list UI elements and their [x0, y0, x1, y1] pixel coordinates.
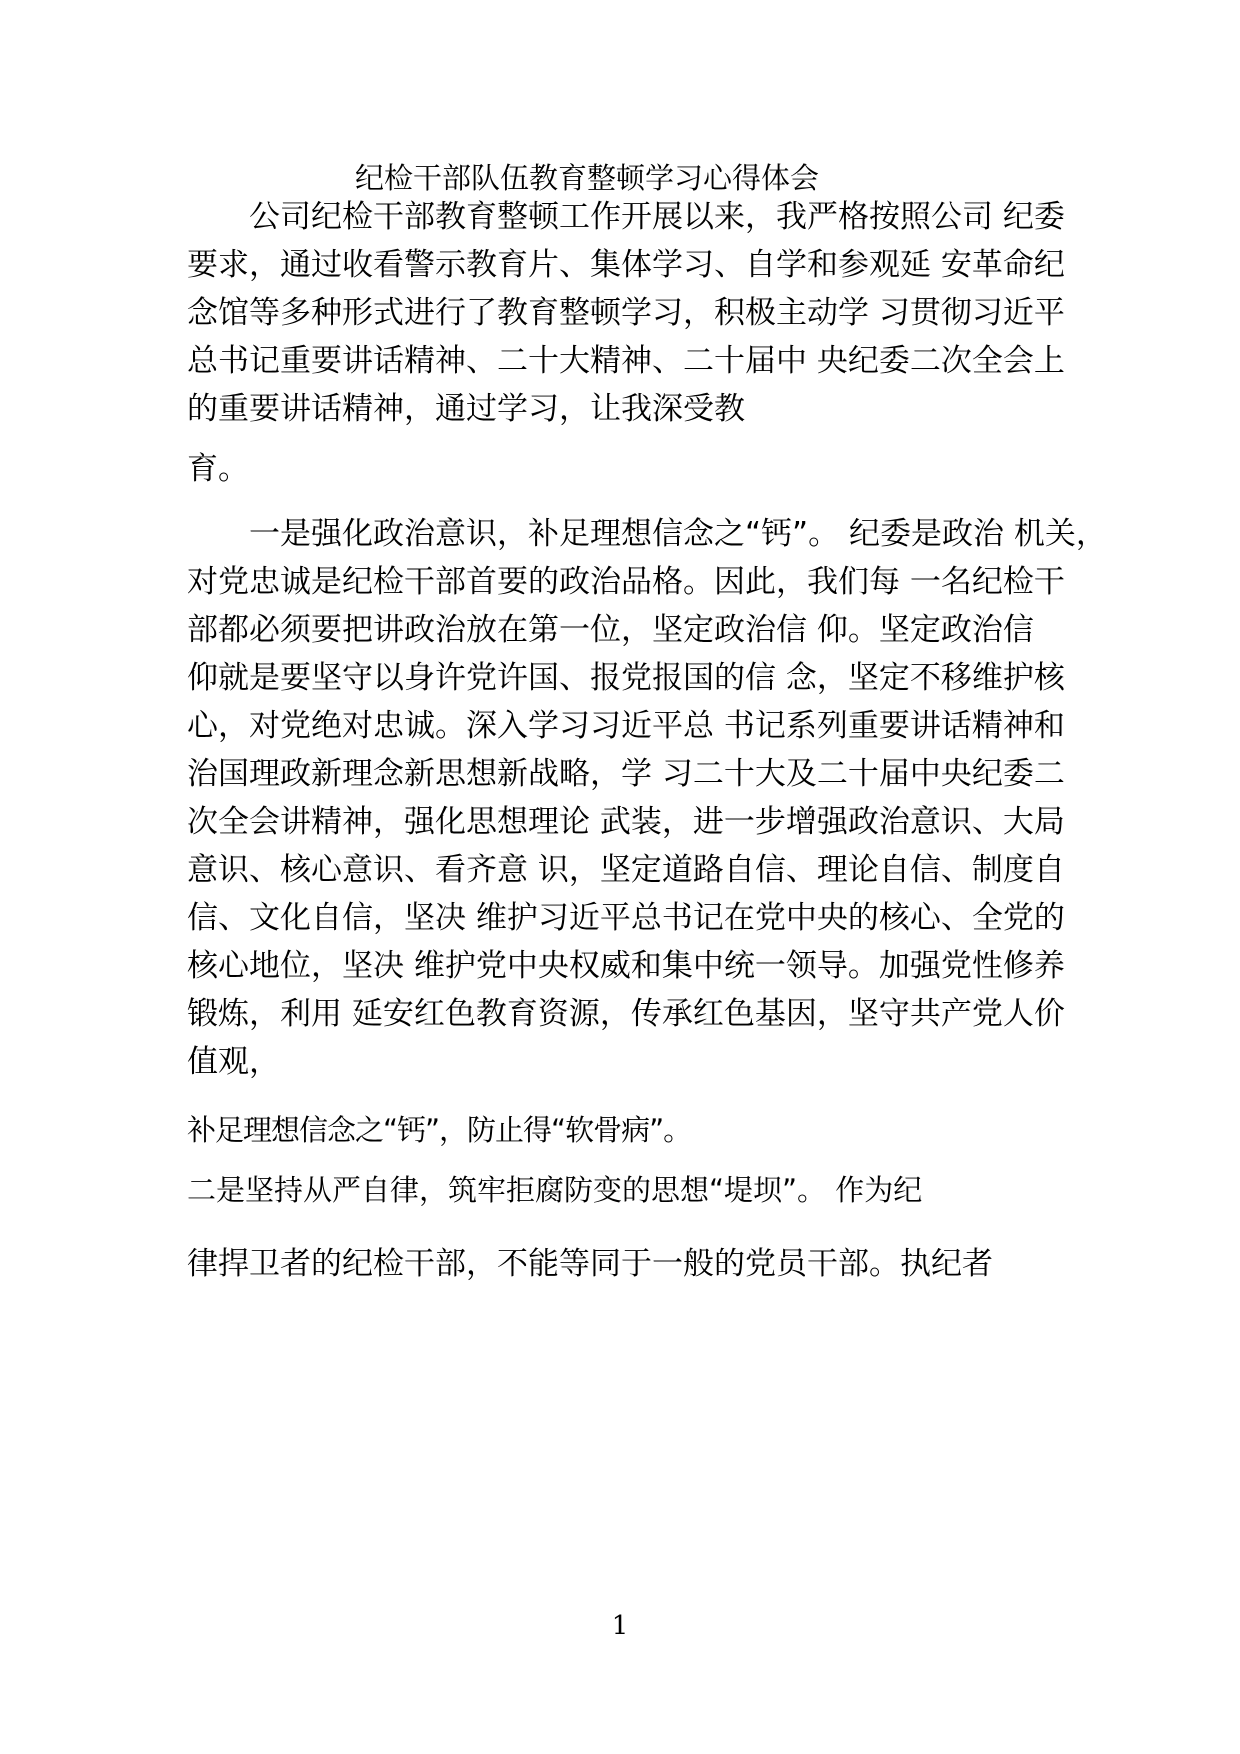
- text-line-2: 要求，通过收看警示教育片、集体学习、自学和参观延 安革命纪: [187, 247, 1065, 283]
- text-line-15: 信、文化自信，坚决 维护习近平总书记在党中央的核心、全党的: [187, 900, 1065, 936]
- text-line-7: 一是强化政治意识，补足理想信念之“钙”。 纪委是政治 机关，: [187, 516, 1107, 552]
- text-line-16: 核心地位，坚决 维护党中央权威和集中统一领导。加强党性修养: [187, 948, 1065, 984]
- page-number: 1: [611, 1611, 629, 1641]
- text-line-14: 意识、核心意识、看齐意 识，坚定道路自信、理论自信、制度自: [187, 852, 1065, 888]
- text-line-5: 的重要讲话精神，通过学习，让我深受教: [187, 391, 745, 427]
- text-line-3: 念馆等多种形式进行了教育整顿学习，积极主动学 习贯彻习近平: [187, 295, 1065, 331]
- text-line-18: 值观，: [187, 1044, 280, 1080]
- text-line-17: 锻炼，利用 延安红色教育资源，传承红色基因，坚守共产党人价: [187, 996, 1065, 1032]
- document-title: 纪检干部队伍教育整顿学习心得体会: [355, 161, 820, 195]
- text-line-12: 治国理政新理念新思想新战略，学 习二十大及二十届中央纪委二: [187, 756, 1065, 792]
- text-line-9: 部都必须要把讲政治放在第一位，坚定政治信 仰。坚定政治信: [187, 612, 1034, 648]
- text-line-4: 总书记重要讲话精神、二十大精神、二十届中 央纪委二次全会上: [187, 343, 1065, 379]
- text-line-10: 仰就是要坚守以身许党许国、报党报国的信 念，坚定不移维护核: [187, 660, 1065, 696]
- text-line-13: 次全会讲精神，强化思想理论 武装，进一步增强政治意识、大局: [187, 804, 1065, 840]
- text-line-19: 补足理想信念之“钙”，防止得“软骨病”。: [187, 1113, 692, 1147]
- text-line-6: 育。: [187, 451, 249, 487]
- text-line-8: 对党忠诚是纪检干部首要的政治品格。因此，我们每 一名纪检干: [187, 564, 1065, 600]
- text-line-21: 律捍卫者的纪检干部，不能等同于一般的党员干部。执纪者: [187, 1246, 993, 1282]
- text-line-20: 二是坚持从严自律，筑牢拒腐防变的思想“堤坝”。 作为纪: [187, 1173, 923, 1207]
- text-line-1: 公司纪检干部教育整顿工作开展以来，我严格按照公司 纪委: [187, 199, 1065, 235]
- text-line-11: 心，对党绝对忠诚。深入学习习近平总 书记系列重要讲话精神和: [187, 708, 1065, 744]
